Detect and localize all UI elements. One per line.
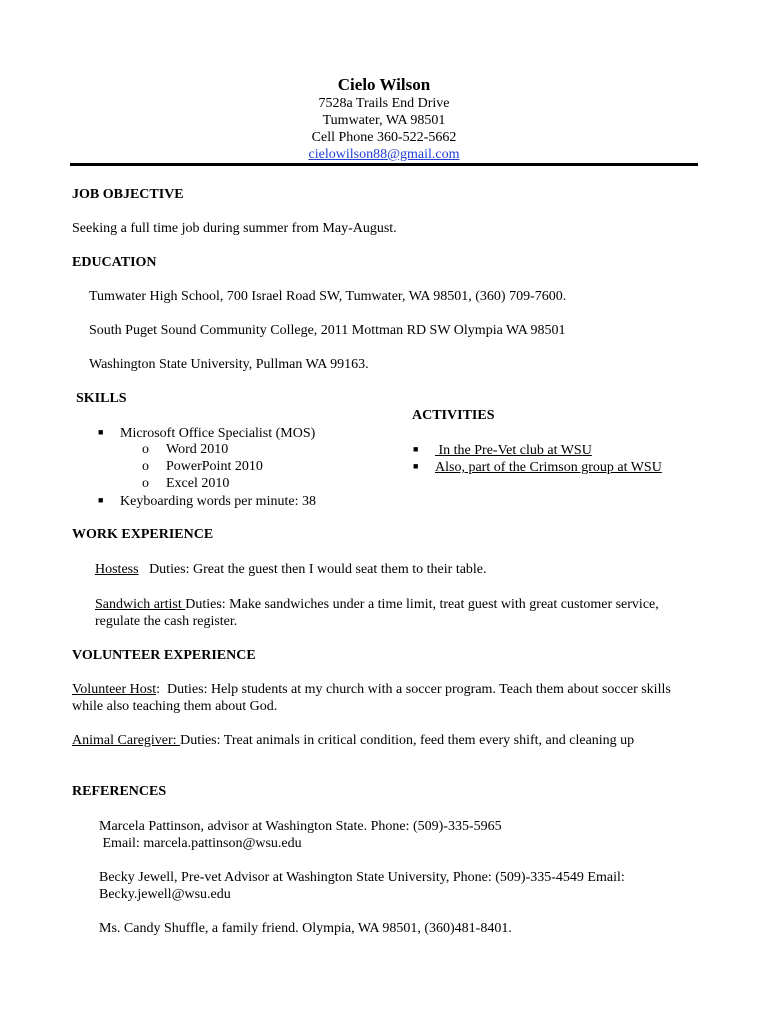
section-heading-work: WORK EXPERIENCE [72, 527, 214, 542]
volunteer-duties: Duties: Treat animals in critical condition, feed them every shift, and cleaning up [180, 733, 635, 748]
circle-bullet-icon: o [142, 459, 149, 474]
reference-line: Ms. Candy Shuffle, a family friend. Olympia, WA 98501, (360)481-8401. [99, 921, 512, 936]
section-heading-activities: ACTIVITIES [412, 408, 495, 423]
activity-item: ■ In the Pre-Vet club at WSU [413, 443, 592, 458]
objective-text: Seeking a full time job during summer from May-August. [72, 221, 397, 236]
skill-item: ■ Keyboarding words per minute: 38 [98, 494, 316, 509]
reference-line: Becky Jewell, Pre-vet Advisor at Washington State University, Phone: (509)-335-4549 Email: [99, 870, 625, 885]
volunteer-entry [72, 681, 671, 698]
education-item: Washington State University, Pullman WA 99163. [89, 357, 369, 372]
reference-line: Marcela Pattinson, advisor at Washington State. Phone: (509)-335-5965 [99, 819, 502, 834]
section-heading-education: EDUCATION [72, 255, 157, 270]
volunteer-duties-continued: while also teaching them about God. [72, 699, 278, 714]
reference-line: Becky.jewell@wsu.edu [99, 887, 231, 902]
square-bullet-icon: ■ [413, 461, 419, 471]
job-duties: Duties: Make sandwiches under a time limit, treat guest with great customer service, [185, 597, 659, 612]
circle-bullet-icon: o [142, 476, 149, 491]
applicant-name: Cielo Wilson [337, 75, 431, 94]
education-item: South Puget Sound Community College, 2011 Mottman RD SW Olympia WA 98501 [89, 323, 566, 338]
section-heading-volunteer: VOLUNTEER EXPERIENCE [72, 648, 256, 663]
circle-bullet-icon: o [142, 442, 149, 457]
phone-number: Cell Phone 360-522-5662 [311, 130, 457, 145]
square-bullet-icon: ■ [98, 427, 104, 437]
volunteer-entry [72, 732, 634, 749]
address-line-1: 7528a Trails End Drive [318, 96, 450, 111]
email-link[interactable]: cielowilson88@gmail.com [308, 147, 460, 162]
reference-line: Email: marcela.pattinson@wsu.edu [99, 836, 302, 851]
square-bullet-icon: ■ [98, 495, 104, 505]
volunteer-duties: : Duties: Help students at my church with a soccer program. Teach them about soccer skills [156, 682, 671, 697]
job-duties-continued: regulate the cash register. [95, 614, 238, 629]
job-title: Sandwich artist [95, 597, 186, 612]
skill-subitem: o PowerPoint 2010 [142, 459, 263, 474]
job-entry [95, 561, 487, 578]
activity-item: ■ Also, part of the Crimson group at WSU [413, 460, 662, 475]
section-heading-skills: SKILLS [76, 391, 127, 406]
address-line-2: Tumwater, WA 98501 [322, 113, 446, 128]
education-item: Tumwater High School, 700 Israel Road SW, Tumwater, WA 98501, (360) 709-7600. [89, 289, 567, 304]
header-divider [70, 163, 698, 166]
section-heading-references: REFERENCES [72, 784, 167, 799]
square-bullet-icon: ■ [413, 444, 419, 454]
skill-subitem: o Excel 2010 [142, 476, 230, 491]
volunteer-title: Volunteer Host [72, 682, 157, 697]
contact-header [0, 75, 768, 163]
job-entry [95, 596, 659, 613]
job-title: Hostess [95, 562, 139, 577]
skill-item: ■ Microsoft Office Specialist (MOS) [98, 426, 316, 441]
skill-subitem: o Word 2010 [142, 442, 229, 457]
volunteer-title: Animal Caregiver: [72, 733, 181, 748]
section-heading-objective: JOB OBJECTIVE [72, 187, 184, 202]
job-duties: Duties: Great the guest then I would seat them to their table. [138, 562, 487, 577]
